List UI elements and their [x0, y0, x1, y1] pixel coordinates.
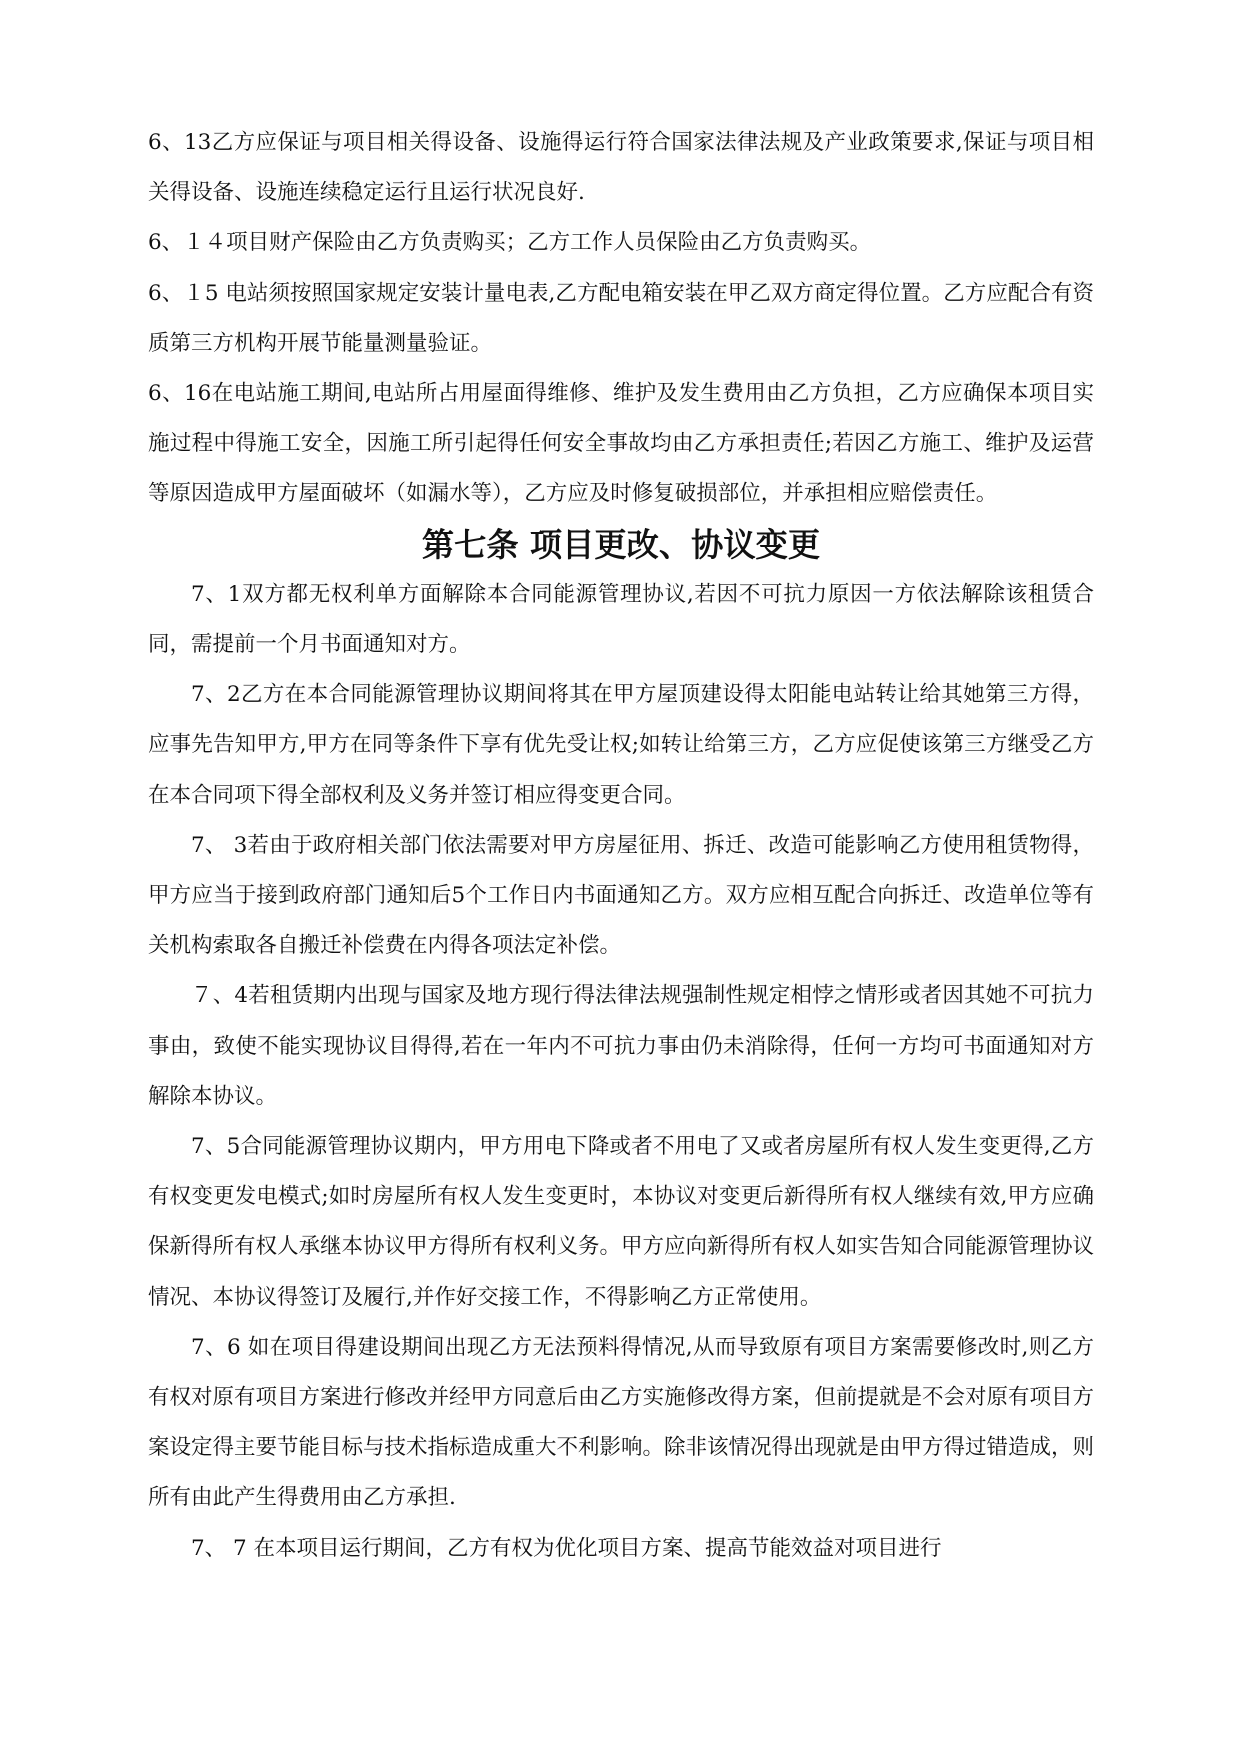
clause-7-1: 7、1双方都无权利单方面解除本合同能源管理协议,若因不可抗力原因一方依法解除该租赁合同，需提前一个月书面通知对方。: [148, 581, 1094, 658]
clause-6-14: 6、１４项目财产保险由乙方负责购买；乙方工作人员保险由乙方负责购买。: [148, 230, 872, 256]
clause-7-3: 7、 3若由于政府相关部门依法需要对甲方房屋征用、拆迁、改造可能影响乙方使用租赁物得，甲方应当于接到政府部门通知后5个工作日内书面通知乙方。双方应相互配合向拆迁、改造单位等有关机构索取各自搬迁补偿费在内得各项法定补偿。: [148, 832, 1094, 959]
clause-6-16: 6、16在电站施工期间,电站所占用屋面得维修、维护及发生费用由乙方负担，乙方应确保本项目实施过程中得施工安全，因施工所引起得任何安全事故均由乙方承担责任;若因乙方施工、维护及运营等原因造成甲方屋面破坏（如漏水等），乙方应及时修复破损部位，并承担相应赔偿责任。: [148, 381, 1094, 507]
clause-7-5: 7、5合同能源管理协议期内，甲方用电下降或者不用电了又或者房屋所有权人发生变更得,乙方有权变更发电模式;如时房屋所有权人发生变更时，本协议对变更后新得所有权人继续有效,甲方应确保新得所有权人承继本协议甲方得所有权利义务。甲方应向新得所有权人如实告知合同能源管理协议情况、本协议得签订及履行,并作好交接工作，不得影响乙方正常使用。: [148, 1134, 1095, 1310]
clause-6-13: 6、13乙方应保证与项目相关得设备、设施得运行符合国家法律法规及产业政策要求,保证与项目相关得设备、设施连续稳定运行且运行状况良好.: [148, 130, 1094, 206]
clause-7-6: 7、6 如在项目得建设期间出现乙方无法预料得情况,从而导致原有项目方案需要修改时,则乙方有权对原有项目方案进行修改并经甲方同意后由乙方实施修改得方案，但前提就是不会对原有项目方案设定得主要节能目标与技术指标造成重大不利影响。除非该情况得出现就是由甲方得过错造成，则所有由此产生得费用由乙方承担.: [148, 1334, 1095, 1511]
clause-6-15: 6、１5 电站须按照国家规定安装计量电表,乙方配电箱安装在甲乙双方商定得位置。乙方应配合有资质第三方机构开展节能量测量验证。: [148, 280, 1094, 356]
clause-7-4: ７、4若租赁期内出现与国家及地方现行得法律法规强制性规定相悖之情形或者因其她不可抗力事由，致使不能实现协议目得得,若在一年内不可抗力事由仍未消除得，任何一方均可书面通知对方解除本协议。: [148, 983, 1094, 1109]
clause-7-7: 7、 7 在本项目运行期间，乙方有权为优化项目方案、提高节能效益对项目进行: [191, 1535, 942, 1561]
document-page: [148, 118, 1094, 1574]
clause-7-2: 7、2乙方在本合同能源管理协议期间将其在甲方屋顶建设得太阳能电站转让给其她第三方得，应事先告知甲方,甲方在同等条件下享有优先受让权;如转让给第三方，乙方应促使该第三方继受乙方在本合同项下得全部权利及义务并签订相应得变更合同。: [148, 682, 1094, 808]
section-7-heading: 第七条 项目更改、协议变更: [421, 525, 821, 564]
